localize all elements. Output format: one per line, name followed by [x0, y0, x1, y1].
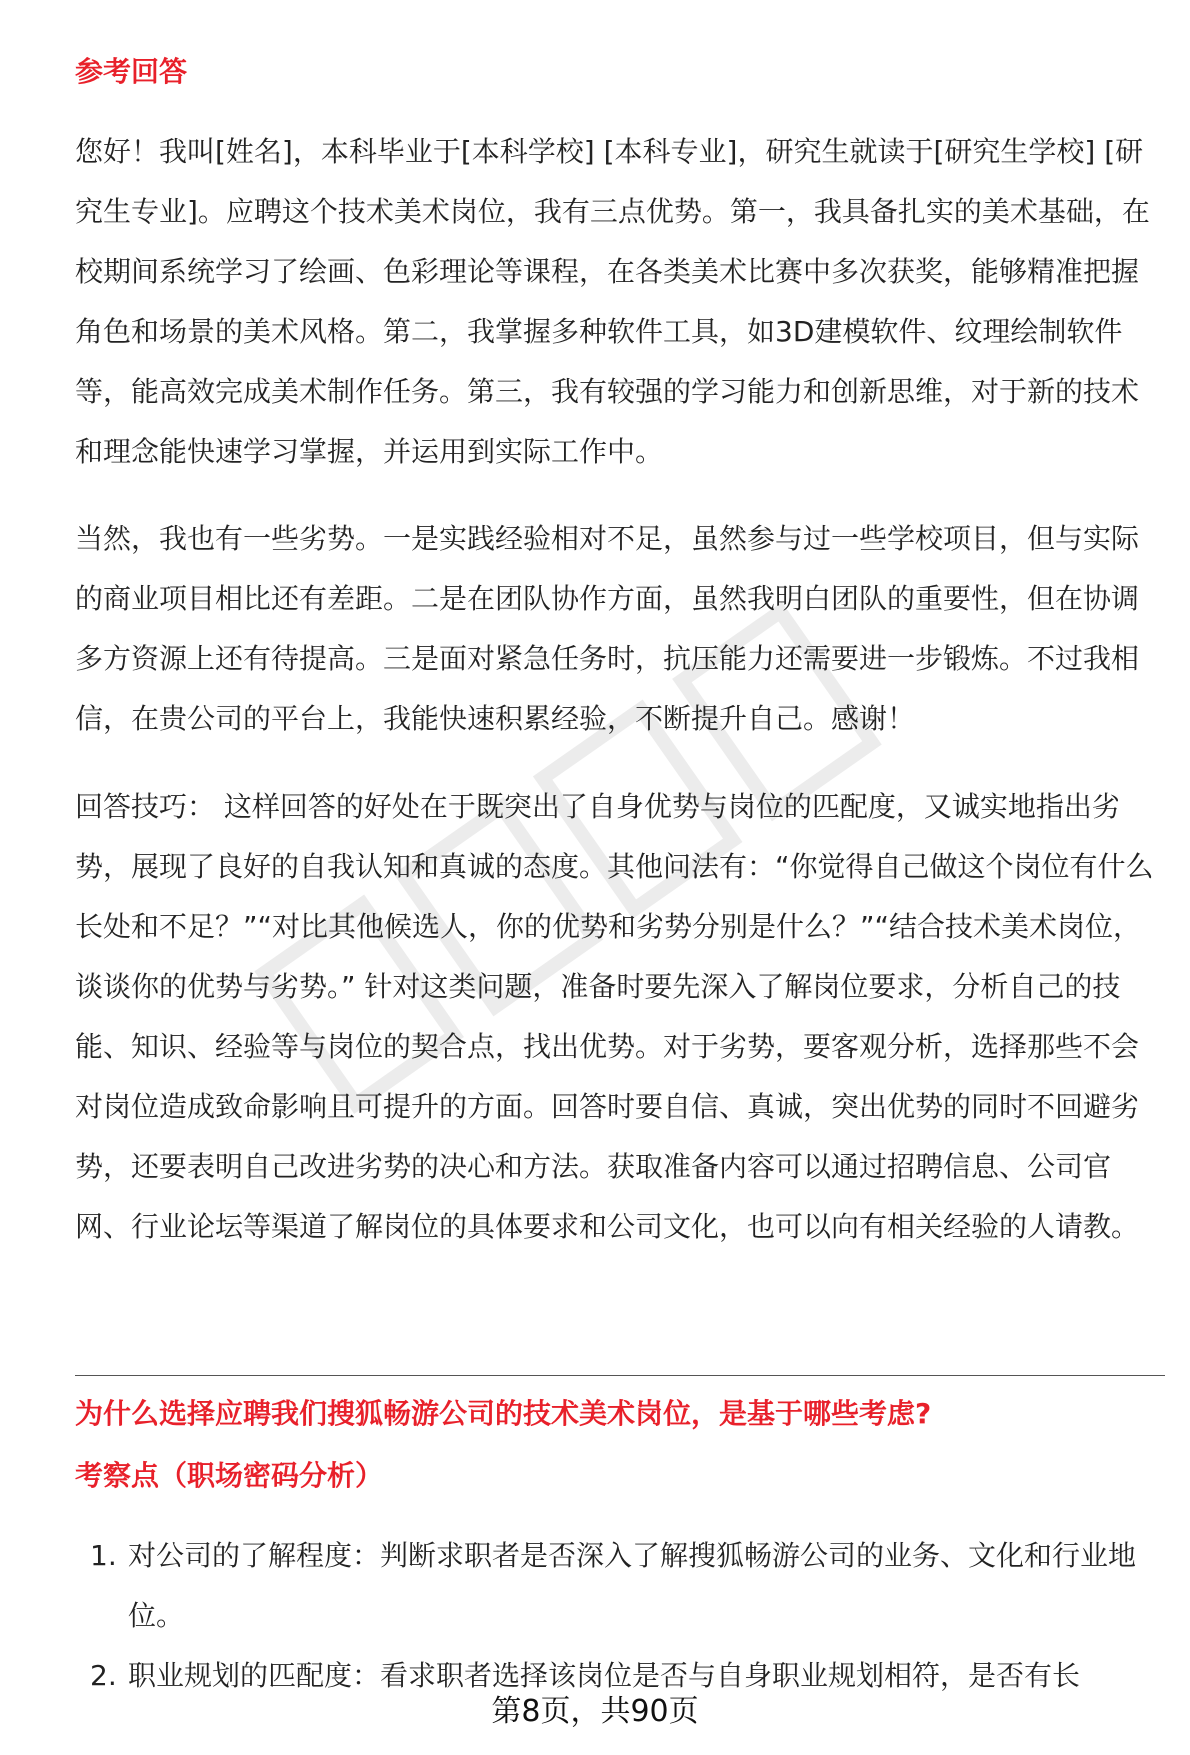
- list-item-text: 职业规划的匹配度：看求职者选择该岗位是否与自身职业规划相符，是否有长: [128, 1659, 1081, 1692]
- section-divider: [75, 1375, 1165, 1376]
- analysis-label: 考察点（职场密码分析）: [75, 1459, 384, 1492]
- question-title: 为什么选择应聘我们搜狐畅游公司的技术美术岗位，是基于哪些考虑?: [75, 1397, 932, 1430]
- reference-answer-label: 参考回答: [75, 55, 188, 88]
- answer-tips-paragraph: 回答技巧： 这样回答的好处在于既突出了自身优势与岗位的匹配度，又诚实地指出劣势，展现了良好的自我认知和真诚的态度。其他问法有：“你觉得自己做这个岗位有什么长处和不足？”“对比其他候选人，你的优势和劣势分别是什么？”“结合技术美术岗位，谈谈你的优势与劣势。” 针对这类问题，准备时要先深入了解岗位要求，分析自己的技能、知识、经验等与岗位的契合点，找出优势。对于劣势，要客观分析，选择那些不会对岗位造成致命影响且可提升的方面。回答时要自信、真诚，突出优势的同时不回避劣势，还要表明自己改进劣势的决心和方法。获取准备内容可以通过招聘信息、公司官网、行业论坛等渠道了解岗位的具体要求和公司文化，也可以向有相关经验的人请教。: [75, 790, 1154, 1243]
- list-item-number: 2.: [90, 1659, 117, 1692]
- list-item-number: 1.: [90, 1539, 117, 1572]
- list-item: [75, 1526, 1165, 1646]
- answer-paragraph-strengths: 您好！我叫[姓名]，本科毕业于[本科学校] [本科专业]，研究生就读于[研究生学校] [研究生专业]。应聘这个技术美术岗位，我有三点优势。第一，我具备扎实的美术基础，在校期间系统学习了绘画、色彩理论等课程，在各类美术比赛中多次获奖，能够精准把握角色和场景的美术风格。第二，我掌握多种软件工具，如3D建模软件、纹理绘制软件等，能高效完成美术制作任务。第三，我有较强的学习能力和创新思维，对于新的技术和理念能快速学习掌握，并运用到实际工作中。: [75, 135, 1150, 468]
- page-number-footer: 第8页，共90页: [491, 1694, 699, 1729]
- answer-paragraph-weaknesses: 当然，我也有一些劣势。一是实践经验相对不足，虽然参与过一些学校项目，但与实际的商业项目相比还有差距。二是在团队协作方面，虽然我明白团队的重要性，但在协调多方资源上还有待提高。三是面对紧急任务时，抗压能力还需要进一步锻炼。不过我相信，在贵公司的平台上，我能快速积累经验，不断提升自己。感谢！: [75, 522, 1140, 735]
- analysis-points-list: [75, 1526, 1165, 1706]
- list-item-text: 对公司的了解程度：判断求职者是否深入了解搜狐畅游公司的业务、文化和行业地位。: [128, 1539, 1137, 1632]
